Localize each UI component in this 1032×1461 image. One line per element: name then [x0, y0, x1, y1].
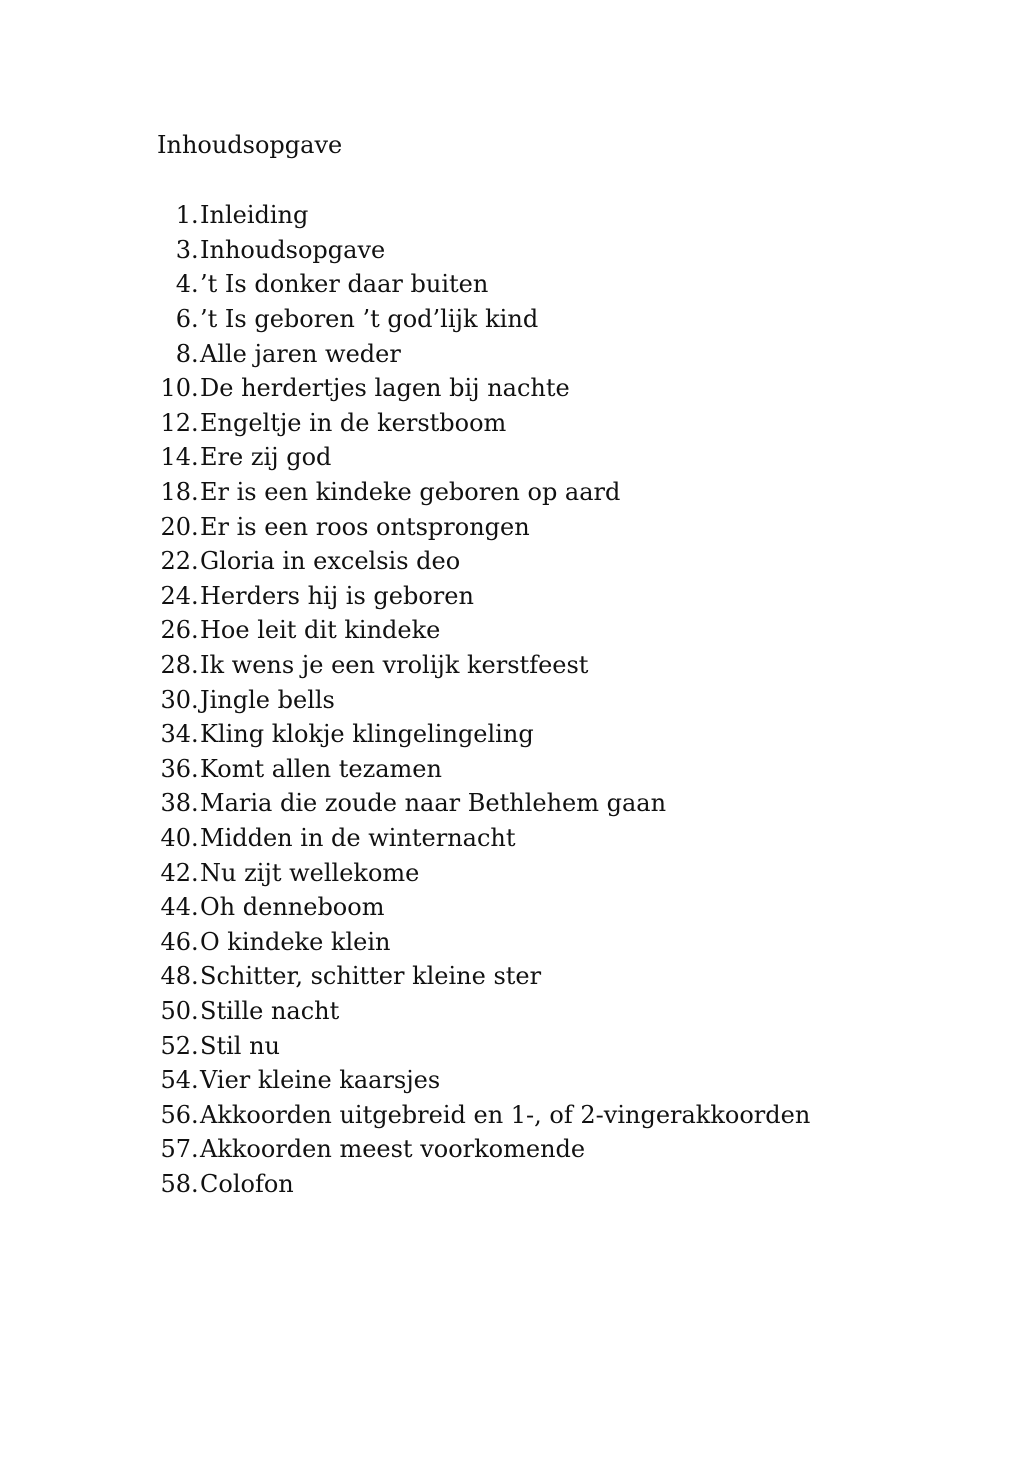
toc-entry-label: Herders hij is geboren: [200, 581, 474, 610]
toc-entry-label: Gloria in excelsis deo: [200, 547, 461, 576]
toc-entry: [157, 544, 810, 579]
toc-page-number: 42: [160, 858, 191, 887]
toc-entry: [157, 1063, 810, 1098]
toc-page-number: 8: [175, 339, 191, 368]
toc-page-number: 26: [160, 616, 191, 645]
toc-entry: [157, 336, 810, 371]
toc-page-number: 46: [160, 927, 191, 956]
toc-entry-label: Inhoudsopgave: [200, 235, 386, 264]
toc-entry-label: Midden in de winternacht: [200, 823, 516, 852]
toc-entry: [157, 717, 810, 752]
toc-number-separator: .: [191, 927, 199, 956]
toc-page-number: 24: [160, 581, 191, 610]
toc-page-number: 56: [160, 1100, 191, 1129]
toc-entry-label: Hoe leit dit kindeke: [200, 616, 441, 645]
toc-number-separator: .: [191, 512, 199, 541]
toc-entry-label: Nu zijt wellekome: [200, 858, 420, 887]
toc-number-separator: .: [191, 443, 199, 472]
toc-page-number: 50: [160, 996, 191, 1025]
toc-entry: [157, 682, 810, 717]
toc-page-number: 1: [175, 201, 191, 230]
toc-page-number: 28: [160, 651, 191, 680]
toc-number-separator: .: [191, 1169, 199, 1198]
toc-page-number: 22: [160, 547, 191, 576]
toc-entry-label: Maria die zoude naar Bethlehem gaan: [200, 789, 667, 818]
toc-entry: [157, 1028, 810, 1063]
toc-entry-label: Vier kleine kaarsjes: [200, 1066, 441, 1095]
toc-page-number: 20: [160, 512, 191, 541]
toc-entry: [157, 406, 810, 441]
toc-number-separator: .: [191, 720, 199, 749]
toc-number-separator: .: [191, 1066, 199, 1095]
toc-page-number: 57: [160, 1135, 191, 1164]
toc-page-number: 14: [160, 443, 191, 472]
toc-entry: [157, 475, 810, 510]
toc-page-number: 18: [160, 478, 191, 507]
toc-entry: [157, 1167, 810, 1202]
toc-page-number: 48: [160, 962, 191, 991]
toc-entry: [157, 440, 810, 475]
toc-number-separator: .: [191, 1135, 199, 1164]
toc-number-separator: .: [191, 823, 199, 852]
toc-number-separator: .: [191, 996, 199, 1025]
toc-number-separator: .: [191, 858, 199, 887]
toc-page-number: 58: [160, 1169, 191, 1198]
toc-number-separator: .: [191, 962, 199, 991]
toc-number-separator: .: [191, 201, 199, 230]
toc-entry: [157, 890, 810, 925]
toc-entry-label: Akkoorden meest voorkomende: [200, 1135, 586, 1164]
toc-entry: [157, 267, 810, 302]
toc-entry: [157, 821, 810, 856]
toc-entry: [157, 752, 810, 787]
toc-page-number: 36: [160, 754, 191, 783]
toc-entry: [157, 648, 810, 683]
toc-number-separator: .: [191, 478, 199, 507]
toc-entry-label: O kindeke klein: [200, 927, 391, 956]
toc-number-separator: .: [191, 581, 199, 610]
toc-entry: [157, 579, 810, 614]
toc-entry-label: Stil nu: [200, 1031, 280, 1060]
toc-entry-label: Colofon: [200, 1169, 294, 1198]
toc-page-number: 44: [160, 893, 191, 922]
toc-entry: [157, 509, 810, 544]
toc-entry: [157, 233, 810, 268]
toc-number-separator: .: [191, 408, 199, 437]
toc-number-separator: .: [191, 235, 199, 264]
toc-entry-label: Komt allen tezamen: [200, 754, 442, 783]
toc-page-number: 6: [175, 305, 191, 334]
toc-page-number: 34: [160, 720, 191, 749]
toc-number-separator: .: [191, 616, 199, 645]
toc-entry-label: Ik wens je een vrolijk kerstfeest: [200, 651, 589, 680]
toc-entry: [157, 994, 810, 1029]
toc-page-number: 10: [160, 374, 191, 403]
toc-entry-label: ’t Is geboren ’t god’lijk kind: [200, 305, 539, 334]
toc-number-separator: .: [191, 305, 199, 334]
toc-page-number: 4: [175, 270, 191, 299]
toc-entry: [157, 959, 810, 994]
toc-entry: [157, 786, 810, 821]
toc-page-number: 3: [175, 235, 191, 264]
toc-entry: [157, 371, 810, 406]
toc-page-number: 54: [160, 1066, 191, 1095]
table-of-contents: [157, 198, 810, 1201]
toc-entry-label: Akkoorden uitgebreid en 1-, of 2-vingerakkoorden: [200, 1100, 811, 1129]
toc-entry-label: Er is een kindeke geboren op aard: [200, 478, 621, 507]
toc-entry: [157, 198, 810, 233]
toc-entry: [157, 613, 810, 648]
toc-entry-label: Stille nacht: [200, 996, 340, 1025]
toc-entry: [157, 1132, 810, 1167]
toc-number-separator: .: [191, 1031, 199, 1060]
toc-entry-label: Ere zij god: [200, 443, 332, 472]
toc-page-number: 40: [160, 823, 191, 852]
toc-entry-label: Oh denneboom: [200, 893, 385, 922]
toc-number-separator: .: [191, 893, 199, 922]
toc-entry: [157, 855, 810, 890]
toc-number-separator: .: [191, 547, 199, 576]
toc-number-separator: .: [191, 270, 199, 299]
toc-entry-label: Kling klokje klingelingeling: [200, 720, 534, 749]
toc-number-separator: .: [191, 651, 199, 680]
toc-page-number: 38: [160, 789, 191, 818]
toc-number-separator: .: [191, 374, 199, 403]
toc-page-number: 30: [160, 685, 191, 714]
toc-entry-label: ’t Is donker daar buiten: [200, 270, 489, 299]
toc-number-separator: .: [191, 789, 199, 818]
toc-entry-label: Schitter, schitter kleine ster: [200, 962, 542, 991]
toc-entry: [157, 302, 810, 337]
toc-entry-label: Jingle bells: [200, 685, 335, 714]
toc-page-number: 12: [160, 408, 191, 437]
toc-entry-label: De herdertjes lagen bij nachte: [200, 374, 570, 403]
toc-entry-label: Engeltje in de kerstboom: [200, 408, 507, 437]
toc-entry-label: Er is een roos ontsprongen: [200, 512, 530, 541]
toc-entry: [157, 1097, 810, 1132]
toc-page-number: 52: [160, 1031, 191, 1060]
toc-number-separator: .: [191, 754, 199, 783]
page-title: Inhoudsopgave: [157, 131, 343, 159]
toc-entry: [157, 924, 810, 959]
toc-number-separator: .: [191, 1100, 199, 1129]
toc-number-separator: .: [191, 339, 199, 368]
toc-entry-label: Inleiding: [200, 201, 309, 230]
toc-entry-label: Alle jaren weder: [200, 339, 401, 368]
toc-number-separator: .: [191, 685, 199, 714]
